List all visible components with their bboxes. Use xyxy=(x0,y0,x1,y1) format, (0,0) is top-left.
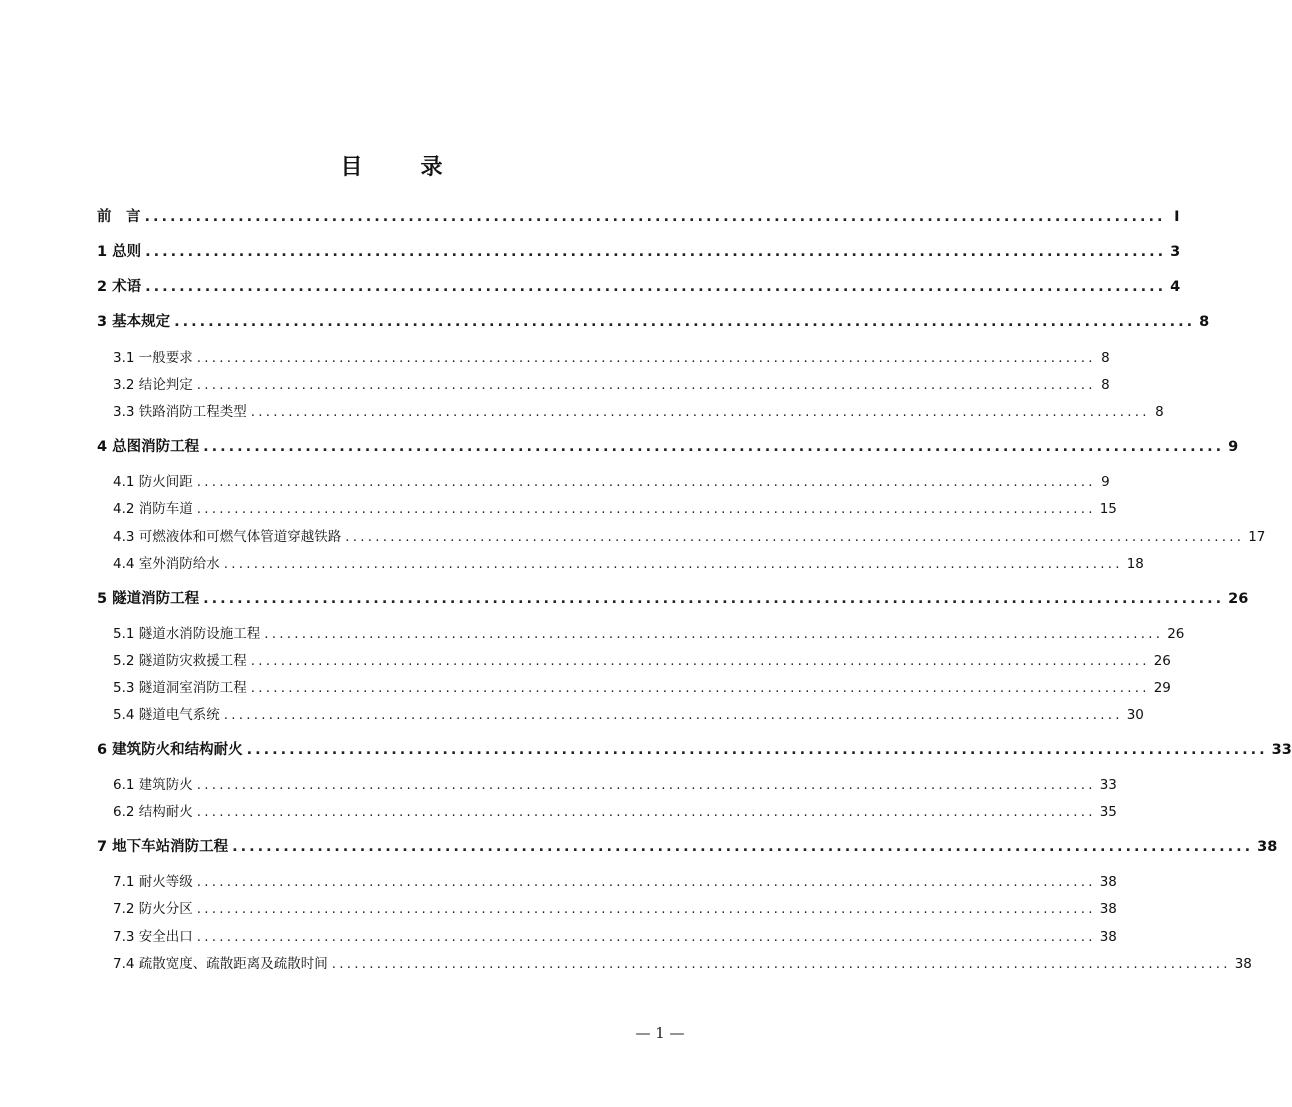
toc-page-number: 29 xyxy=(1153,680,1171,696)
toc-entry-3-2[interactable] xyxy=(113,373,1110,393)
toc-leader-dots: ........................................................................................................................ xyxy=(196,874,1096,890)
toc-entry-3-1[interactable] xyxy=(113,346,1110,366)
toc-page-number: 9 xyxy=(1228,439,1239,455)
toc-label: 3.1 一般要求 xyxy=(113,350,193,366)
toc-leader-dots: ........................................................................................................................ xyxy=(144,209,1166,225)
toc-leader-dots: ........................................................................................................................ xyxy=(196,474,1096,490)
toc-entry-3-3[interactable] xyxy=(113,400,1164,420)
toc-page-number: 26 xyxy=(1153,653,1171,669)
toc-entry-4-2[interactable] xyxy=(113,497,1117,517)
toc-label: 6 建筑防火和结构耐火 xyxy=(97,742,243,758)
toc-leader-dots: ........................................................................................................................ xyxy=(145,244,1167,260)
toc-entry-5[interactable] xyxy=(97,587,1249,608)
toc-entry-4-3[interactable] xyxy=(113,525,1266,545)
toc-label: 4.3 可燃液体和可燃气体管道穿越铁路 xyxy=(113,529,342,545)
toc-label: 4.2 消防车道 xyxy=(113,501,193,517)
toc-entry-7-3[interactable] xyxy=(113,925,1117,945)
toc-leader-dots: ........................................................................................................................ xyxy=(196,929,1096,945)
toc-label: 7.2 防火分区 xyxy=(113,901,193,917)
toc-label: 7.1 耐火等级 xyxy=(113,874,193,890)
toc-page-number: 38 xyxy=(1099,929,1117,945)
toc-leader-dots: ........................................................................................................................ xyxy=(203,591,1225,607)
toc-leader-dots: ........................................................................................................................ xyxy=(196,350,1096,366)
toc-label: 5.3 隧道洞室消防工程 xyxy=(113,680,247,696)
toc-leader-dots: ........................................................................................................................ xyxy=(250,680,1150,696)
toc-label: 6.1 建筑防火 xyxy=(113,777,193,793)
toc-entry-4-1[interactable] xyxy=(113,470,1110,490)
toc-entry-2[interactable] xyxy=(97,275,1181,296)
toc-label: 5.2 隧道防灾救援工程 xyxy=(113,653,247,669)
toc-page-number: 9 xyxy=(1101,474,1110,490)
toc-entry-6[interactable] xyxy=(97,738,1292,759)
toc-leader-dots: ........................................................................................................................ xyxy=(196,377,1096,393)
toc-page-number: 38 xyxy=(1257,839,1278,855)
toc-page-number: 8 xyxy=(1199,314,1210,330)
toc-entry-4-4[interactable] xyxy=(113,552,1144,572)
toc-leader-dots: ........................................................................................................................ xyxy=(223,556,1123,572)
toc-leader-dots: ........................................................................................................................ xyxy=(250,653,1150,669)
toc-leader-dots: ........................................................................................................................ xyxy=(232,839,1254,855)
toc-leader-dots: ........................................................................................................................ xyxy=(345,529,1245,545)
toc-page-number: 4 xyxy=(1170,279,1181,295)
toc-leader-dots: ........................................................................................................................ xyxy=(174,314,1196,330)
toc-entry-7-1[interactable] xyxy=(113,870,1117,890)
toc-label: 4.4 室外消防给水 xyxy=(113,556,220,572)
toc-leader-dots: ........................................................................................................................ xyxy=(203,439,1225,455)
toc-leader-dots: ........................................................................................................................ xyxy=(196,501,1096,517)
toc-label: 7.4 疏散宽度、疏散距离及疏散时间 xyxy=(113,956,328,972)
toc-entry-6-1[interactable] xyxy=(113,773,1117,793)
toc-label: 3.3 铁路消防工程类型 xyxy=(113,404,247,420)
toc-leader-dots: ........................................................................................................................ xyxy=(250,404,1150,420)
toc-page-number: 26 xyxy=(1228,591,1249,607)
toc-leader-dots: ........................................................................................................................ xyxy=(196,901,1096,917)
toc-page-number: 17 xyxy=(1248,529,1266,545)
toc-page-number: 8 xyxy=(1101,377,1110,393)
toc-page-number: 38 xyxy=(1099,901,1117,917)
toc-page-number: 35 xyxy=(1099,804,1117,820)
toc-page-number: 33 xyxy=(1271,742,1292,758)
toc-entry-5-2[interactable] xyxy=(113,649,1171,669)
toc-entry-5-4[interactable] xyxy=(113,703,1144,723)
toc-label: 5 隧道消防工程 xyxy=(97,591,200,607)
toc-label: 4 总图消防工程 xyxy=(97,439,200,455)
toc-entry-5-3[interactable] xyxy=(113,676,1171,696)
toc-label: 7 地下车站消防工程 xyxy=(97,839,229,855)
toc-entry-3[interactable] xyxy=(97,310,1210,331)
toc-entry-5-1[interactable] xyxy=(113,622,1185,642)
toc-page-number: 38 xyxy=(1234,956,1252,972)
toc-page-number: 3 xyxy=(1170,244,1181,260)
toc-entry-preface[interactable] xyxy=(97,205,1180,226)
toc-label: 5.1 隧道水消防设施工程 xyxy=(113,626,261,642)
toc-entry-7[interactable] xyxy=(97,835,1278,856)
toc-page-number: 8 xyxy=(1155,404,1164,420)
toc-label: 3 基本规定 xyxy=(97,314,171,330)
toc-label: 2 术语 xyxy=(97,279,142,295)
toc-page-number: 38 xyxy=(1099,874,1117,890)
toc-label: 7.3 安全出口 xyxy=(113,929,193,945)
toc-leader-dots: ........................................................................................................................ xyxy=(223,707,1123,723)
toc-entry-7-4[interactable] xyxy=(113,952,1252,972)
page-footer-number: — 1 — xyxy=(635,1024,685,1042)
toc-label: 3.2 结论判定 xyxy=(113,377,193,393)
toc-entry-7-2[interactable] xyxy=(113,897,1117,917)
toc-label: 前 言 xyxy=(97,209,141,225)
toc-page-number: 33 xyxy=(1099,777,1117,793)
toc-page-number: 15 xyxy=(1099,501,1117,517)
toc-label: 5.4 隧道电气系统 xyxy=(113,707,220,723)
toc-leader-dots: ........................................................................................................................ xyxy=(264,626,1164,642)
toc-page-number: I xyxy=(1174,209,1180,225)
toc-entry-4[interactable] xyxy=(97,435,1239,456)
toc-leader-dots: ........................................................................................................................ xyxy=(145,279,1167,295)
toc-leader-dots: ........................................................................................................................ xyxy=(196,777,1096,793)
toc-page-number: 18 xyxy=(1126,556,1144,572)
toc-entry-1[interactable] xyxy=(97,240,1181,261)
toc-page-number: 30 xyxy=(1126,707,1144,723)
page-title: 目 录 xyxy=(340,155,461,180)
toc-leader-dots: ........................................................................................................................ xyxy=(196,804,1096,820)
toc-leader-dots: ........................................................................................................................ xyxy=(331,956,1231,972)
toc-leader-dots: ........................................................................................................................ xyxy=(246,742,1268,758)
toc-page-number: 26 xyxy=(1167,626,1185,642)
toc-page-number: 8 xyxy=(1101,350,1110,366)
toc-label: 1 总则 xyxy=(97,244,142,260)
toc-entry-6-2[interactable] xyxy=(113,800,1117,820)
toc-label: 6.2 结构耐火 xyxy=(113,804,193,820)
toc-label: 4.1 防火间距 xyxy=(113,474,193,490)
